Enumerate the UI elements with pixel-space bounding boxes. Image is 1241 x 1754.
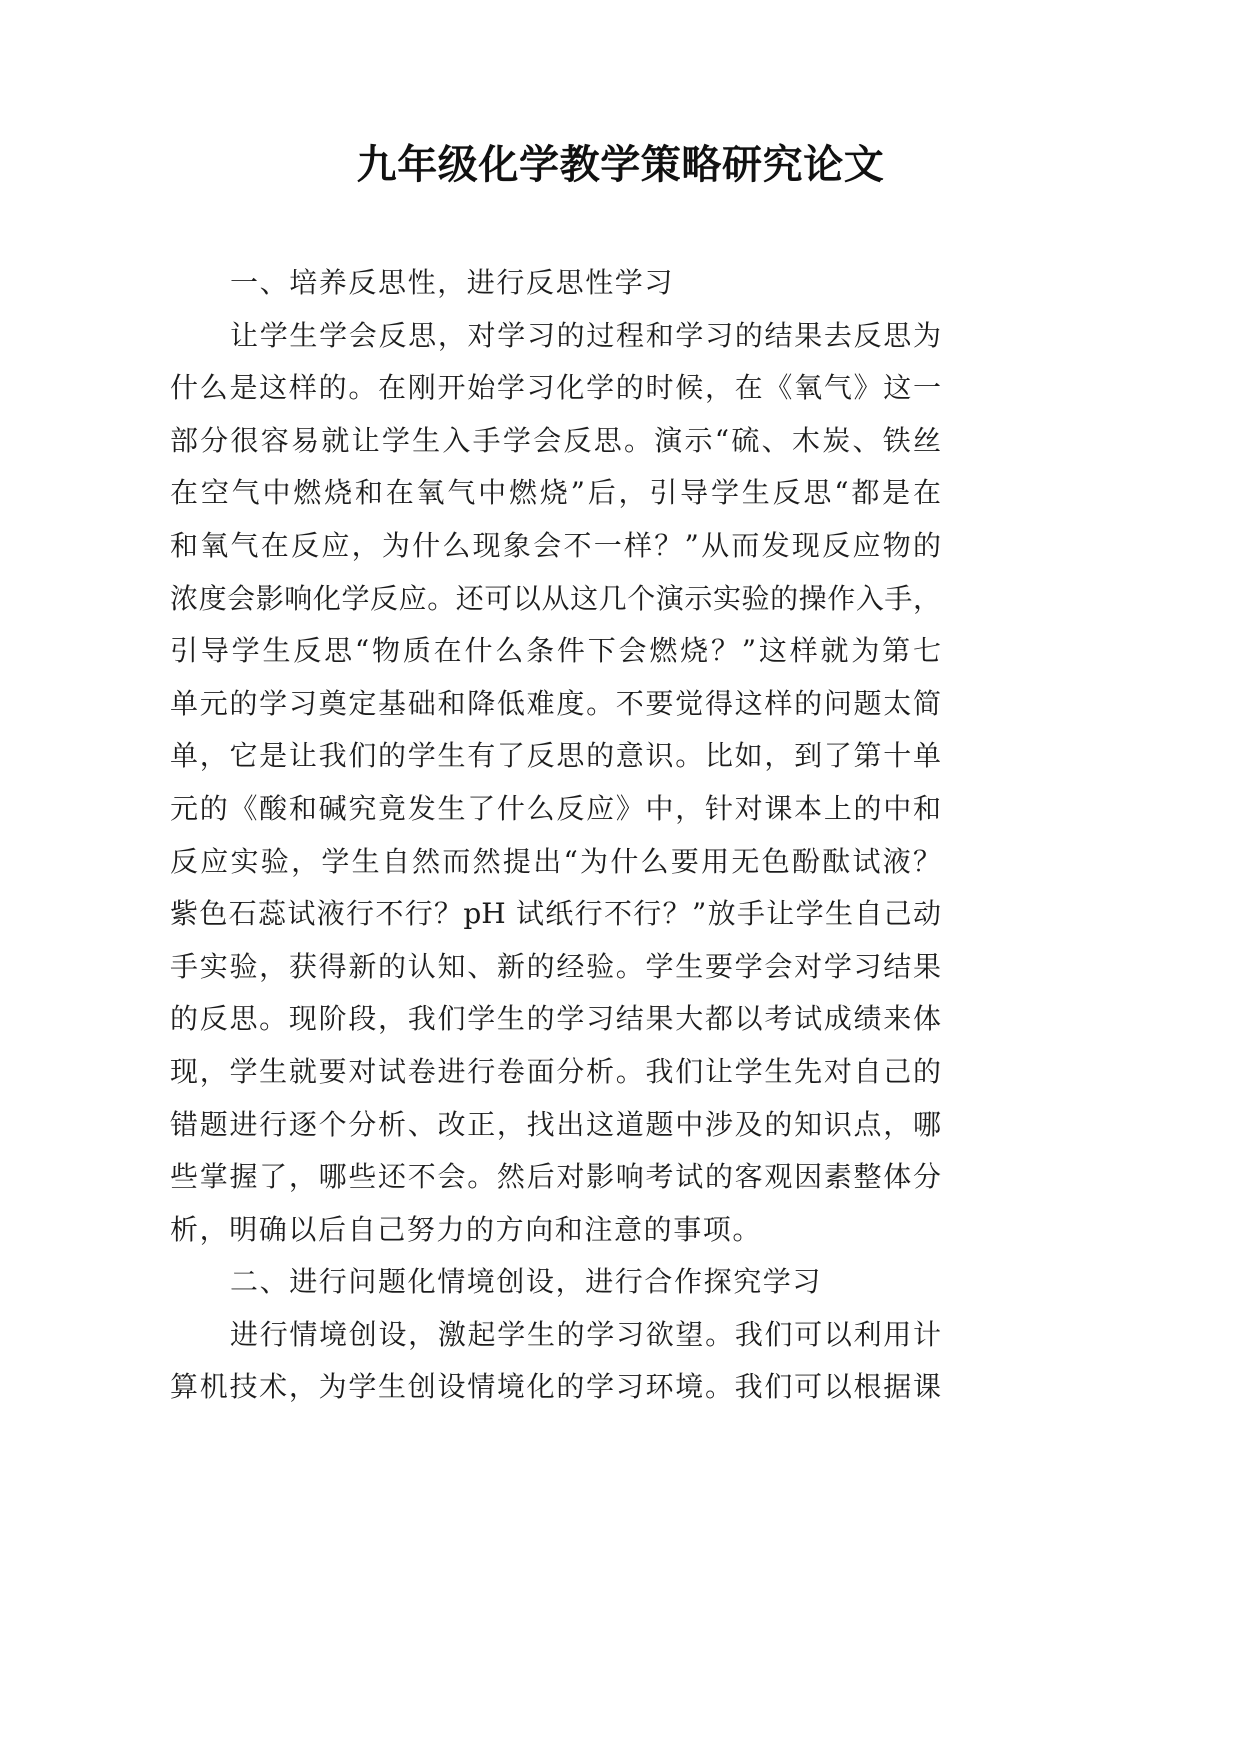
paragraph-line: 现，学生就要对试卷进行卷面分析。我们让学生先对自己的: [170, 1054, 941, 1088]
paragraph-line: 些掌握了，哪些还不会。然后对影响考试的客观因素整体分: [170, 1160, 941, 1194]
paragraph-line: 的反思。现阶段，我们学生的学习结果大都以考试成绩来体: [170, 1002, 941, 1036]
paragraph: [170, 310, 941, 1257]
paragraph-line: 进行情境创设，激起学生的学习欲望。我们可以利用计: [230, 1317, 941, 1351]
paragraph-line: 单元的学习奠定基础和降低难度。不要觉得这样的问题太简: [170, 686, 941, 720]
document-body: [170, 257, 941, 1414]
paragraph-line: 在空气中燃烧和在氧气中燃烧”后，引导学生反思“都是在: [170, 476, 941, 510]
paragraph-line: 反应实验，学生自然而然提出“为什么要用无色酚酞试液？: [170, 844, 941, 878]
section-heading: 一、培养反思性，进行反思性学习: [230, 266, 675, 299]
section-heading: 二、进行问题化情境创设，进行合作探究学习: [230, 1265, 823, 1299]
paragraph: [170, 1309, 941, 1414]
paragraph-line: 手实验，获得新的认知、新的经验。学生要学会对学习结果: [170, 949, 941, 983]
paragraph-line: 错题进行逐个分析、改正，找出这道题中涉及的知识点，哪: [170, 1107, 941, 1141]
paragraph-line: 浓度会影响化学反应。还可以从这几个演示实验的操作入手，: [170, 581, 941, 615]
paragraph-line: 析，明确以后自己努力的方向和注意的事项。: [170, 1212, 763, 1246]
paragraph-line: 引导学生反思“物质在什么条件下会燃烧？”这样就为第七: [170, 634, 941, 668]
document-title: 九年级化学教学策略研究论文: [356, 141, 885, 188]
paragraph-line: 和氧气在反应，为什么现象会不一样？”从而发现反应物的: [170, 528, 941, 562]
paragraph-line: 让学生学会反思，对学习的过程和学习的结果去反思为: [230, 318, 941, 352]
paragraph-line: 算机技术，为学生创设情境化的学习环境。我们可以根据课: [170, 1370, 941, 1404]
paragraph-line: 什么是这样的。在刚开始学习化学的时候，在《氧气》这一: [170, 371, 941, 405]
paragraph-line: 紫色石蕊试液行不行？pH 试纸行不行？”放手让学生自己动: [170, 897, 941, 931]
paragraph-line: 单，它是让我们的学生有了反思的意识。比如，到了第十单: [170, 739, 941, 773]
paragraph-line: 元的《酸和碱究竟发生了什么反应》中，针对课本上的中和: [170, 791, 941, 825]
paragraph-line: 部分很容易就让学生入手学会反思。演示“硫、木炭、铁丝: [170, 423, 941, 457]
